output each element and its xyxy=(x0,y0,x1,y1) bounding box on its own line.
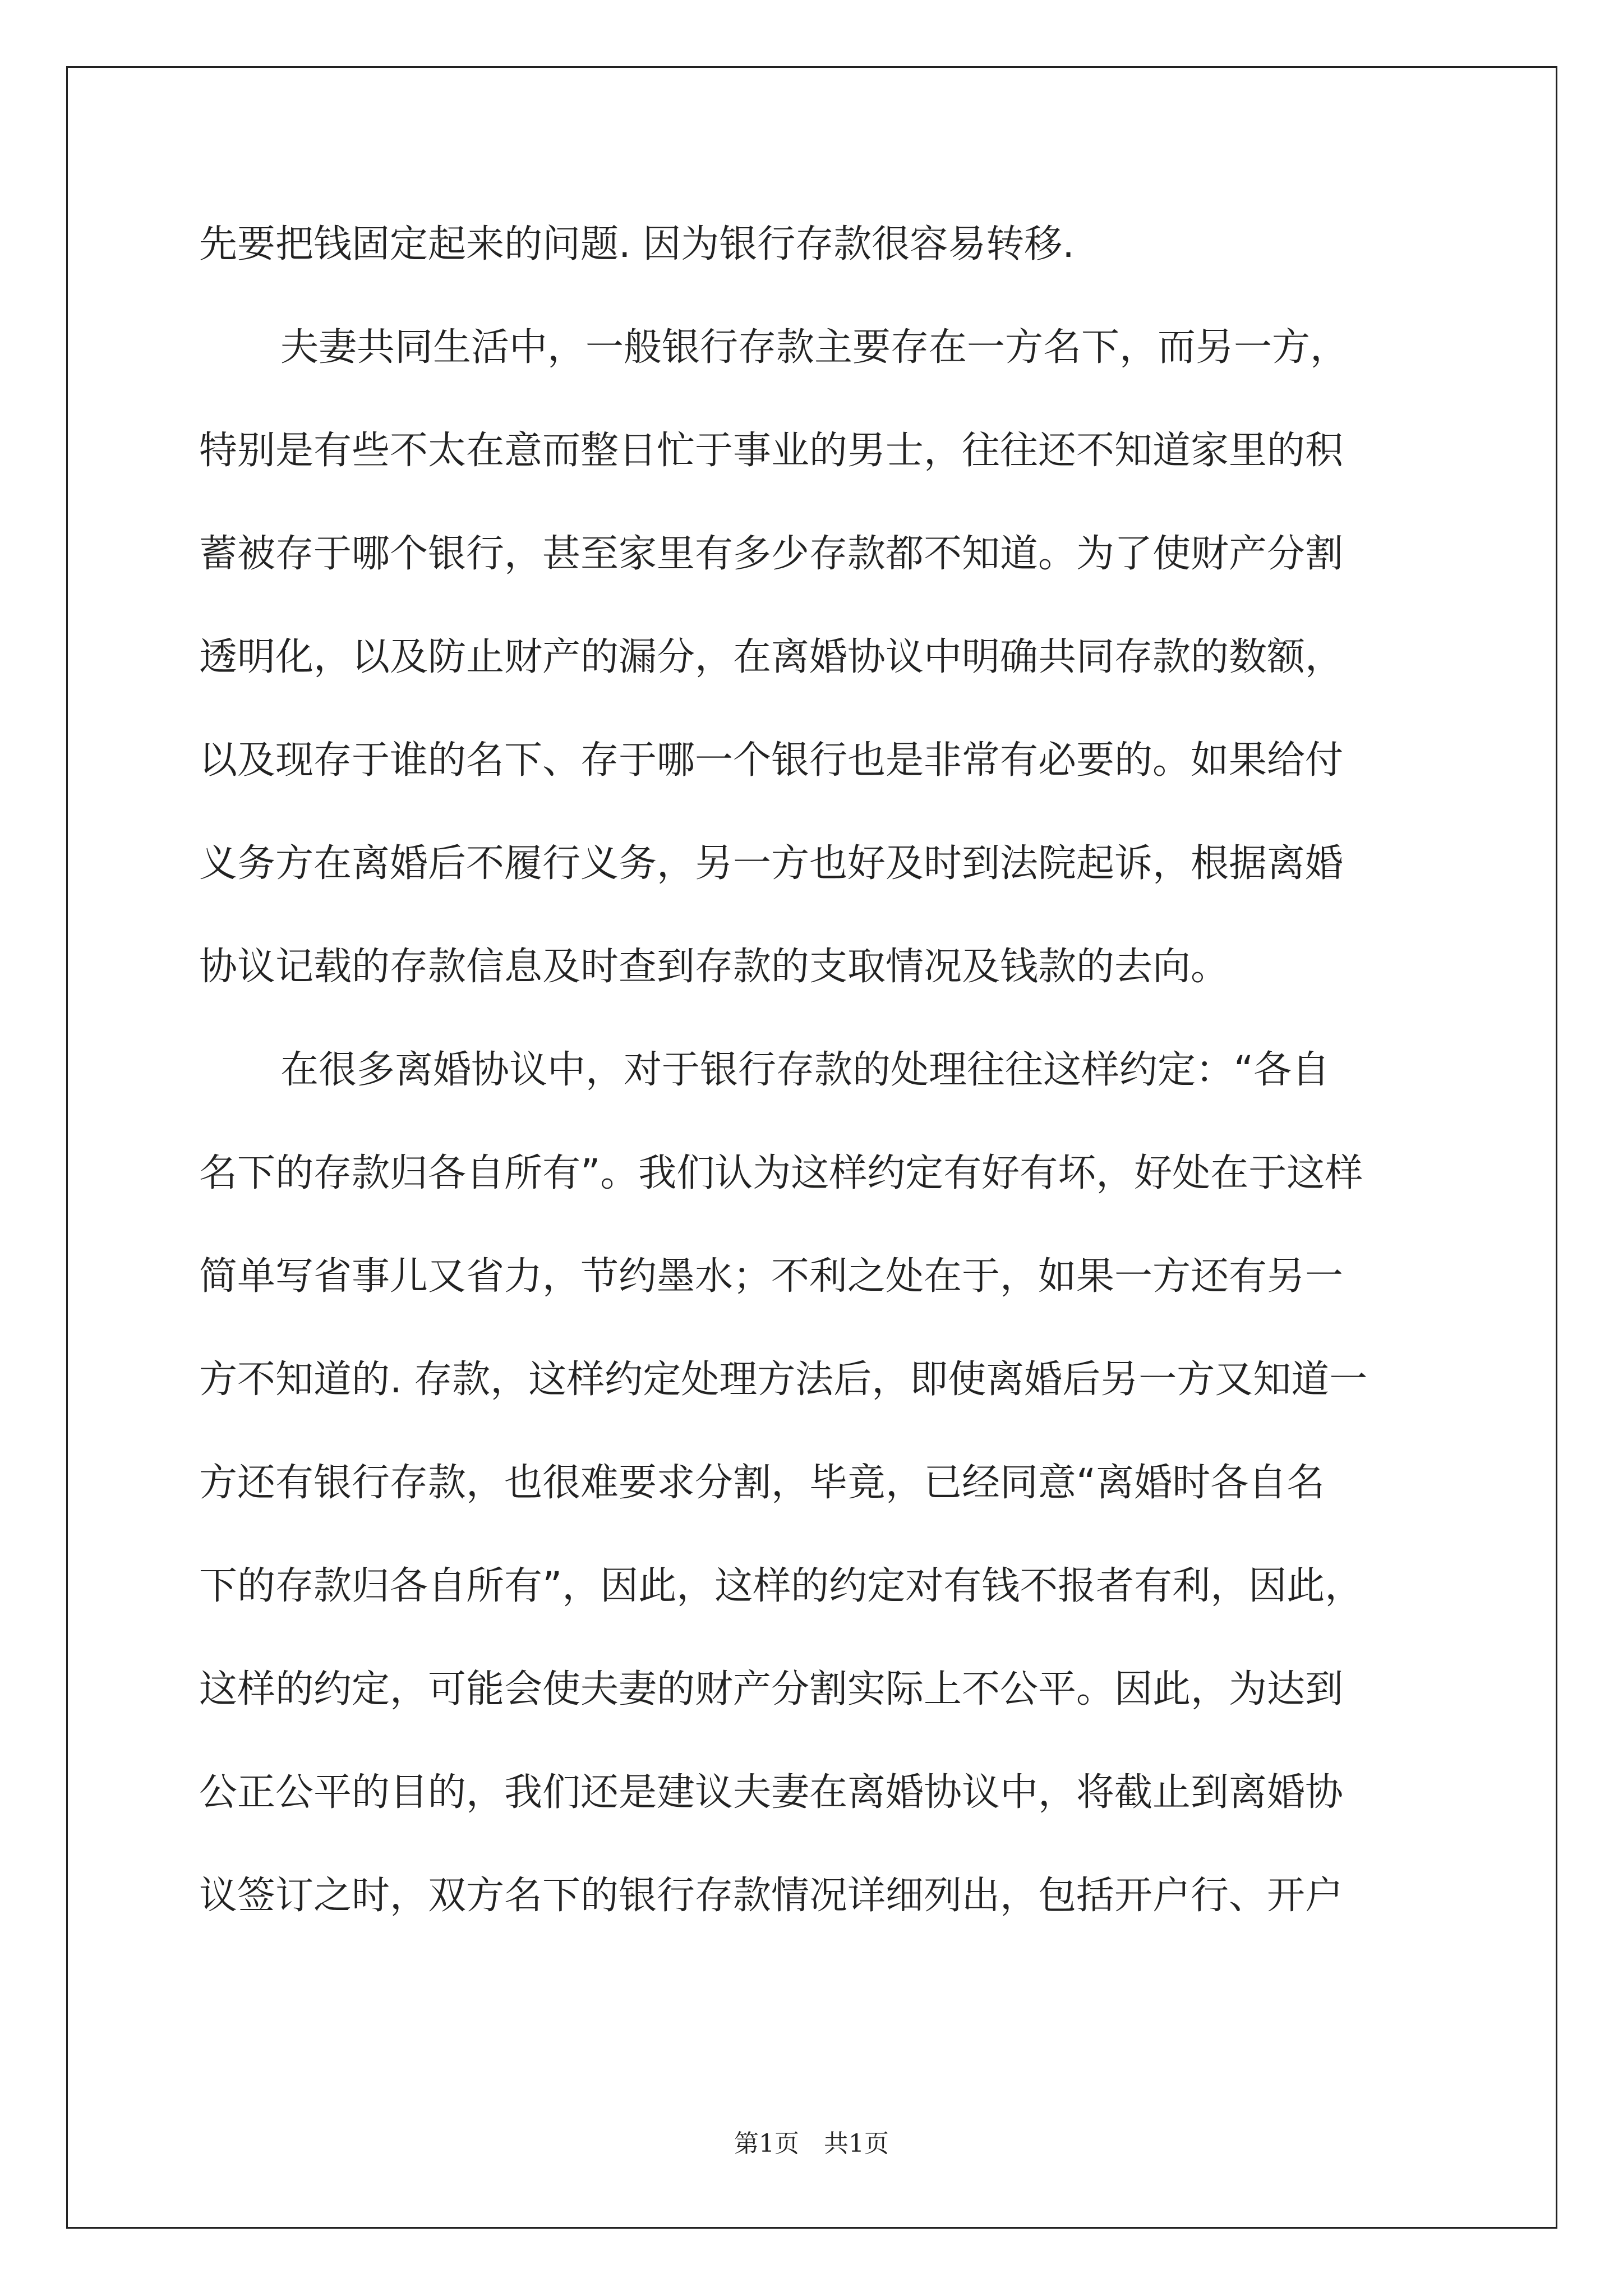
text-line-9: 在很多离婚协议中，对于银行存款的处理往往这样约定：“各自 xyxy=(280,1048,1330,1092)
text-line-10: 名下的存款归各自所有”。我们认为这样约定有好有坏，好处在于这样 xyxy=(199,1151,1363,1195)
text-line-4: 蓄被存于哪个银行，甚至家里有多少存款都不知道。为了使财产分割 xyxy=(199,532,1344,576)
page-footer: 第1页 共1页 xyxy=(734,2129,889,2158)
text-line-1: 先要把钱固定起来的问题. 因为银行存款很容易转移. xyxy=(199,222,1075,266)
text-line-15: 这样的约定，可能会使夫妻的财产分割实际上不公平。因此，为达到 xyxy=(199,1667,1344,1711)
text-line-2: 夫妻共同生活中，一般银行存款主要存在一方名下，而另一方， xyxy=(280,325,1349,370)
text-line-11: 简单写省事儿又省力，节约墨水；不利之处在于，如果一方还有另一 xyxy=(199,1254,1344,1299)
text-line-14: 下的存款归各自所有”，因此，这样的约定对有钱不报者有利，因此， xyxy=(199,1564,1363,1608)
text-line-6: 以及现存于谁的名下、存于哪一个银行也是非常有必要的。如果给付 xyxy=(199,738,1344,783)
text-line-16: 公正公平的目的，我们还是建议夫妻在离婚协议中，将截止到离婚协 xyxy=(199,1770,1344,1815)
text-line-3: 特别是有些不太在意而整日忙于事业的男士，往往还不知道家里的积 xyxy=(199,429,1344,473)
text-line-7: 义务方在离婚后不履行义务，另一方也好及时到法院起诉，根据离婚 xyxy=(199,841,1344,886)
text-line-17: 议签订之时，双方名下的银行存款情况详细列出，包括开户行、开户 xyxy=(199,1874,1344,1918)
text-line-8: 协议记载的存款信息及时查到存款的支取情况及钱款的去向。 xyxy=(199,945,1229,989)
text-line-12: 方不知道的. 存款，这样约定处理方法后，即使离婚后另一方又知道一 xyxy=(199,1358,1368,1402)
text-line-13: 方还有银行存款，也很难要求分割，毕竟，已经同意“离婚时各自名 xyxy=(199,1461,1325,1505)
text-line-5: 透明化，以及防止财产的漏分，在离婚协议中明确共同存款的数额， xyxy=(199,635,1344,679)
